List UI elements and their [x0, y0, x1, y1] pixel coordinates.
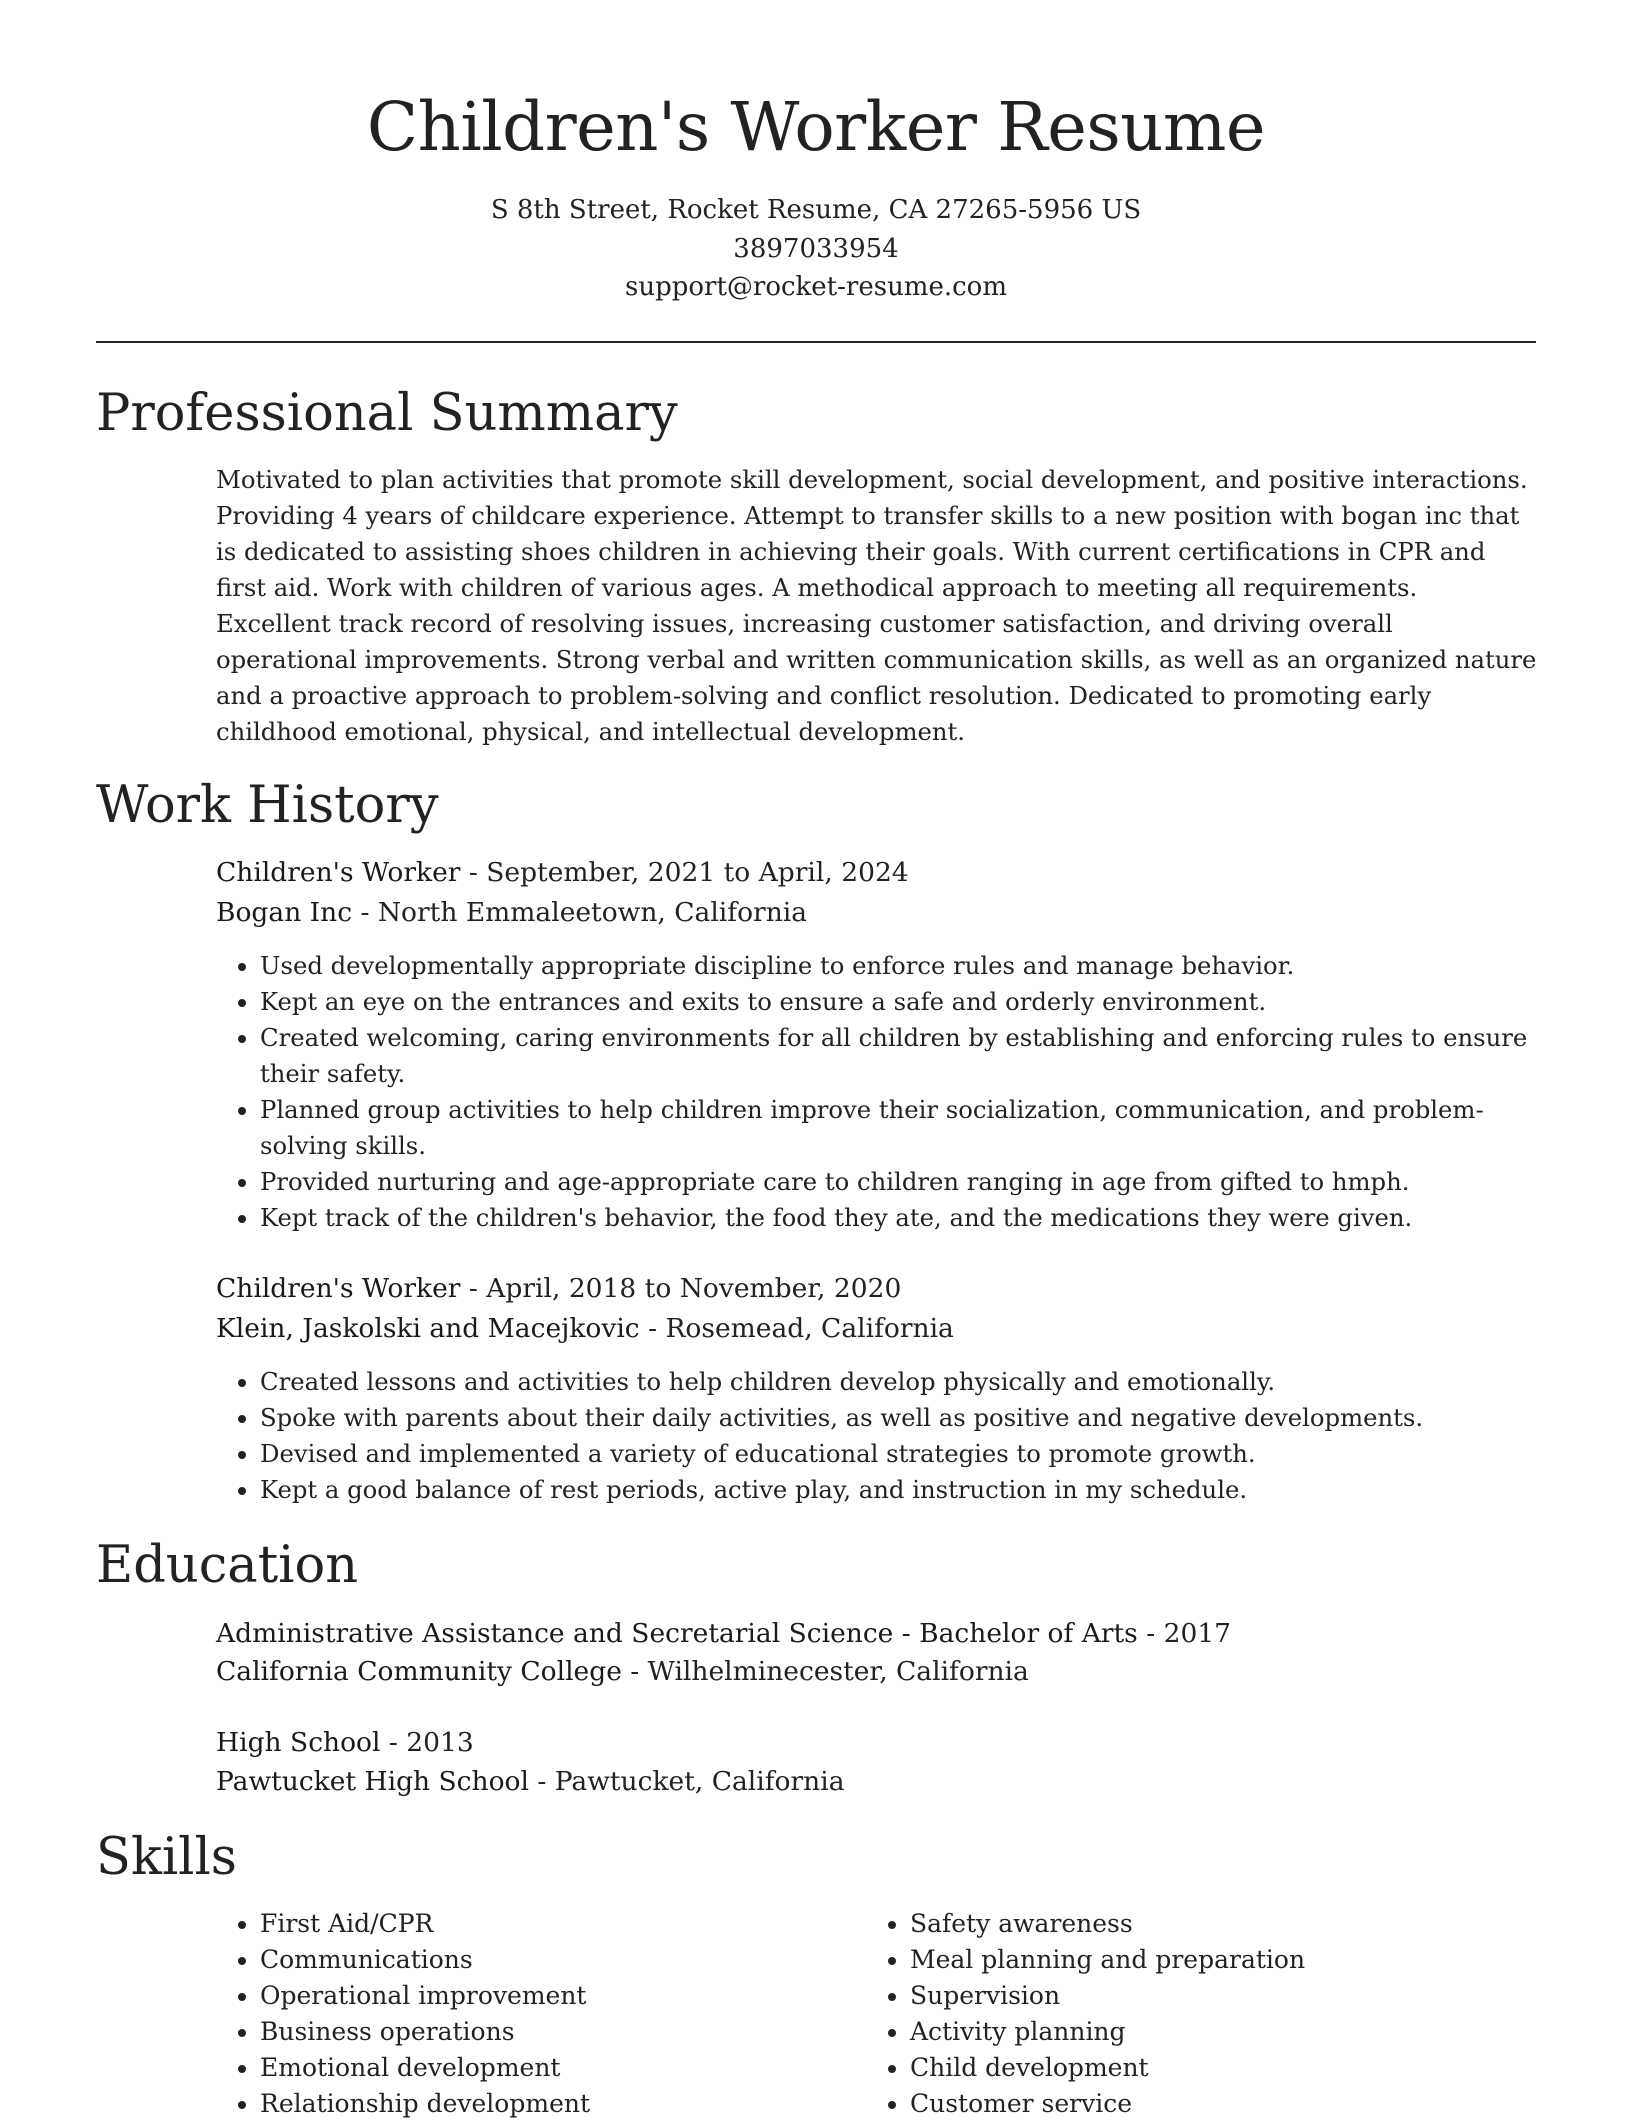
work-history-heading: Work History [96, 776, 439, 835]
education-1-degree-line [216, 1614, 1231, 1654]
skill-item: • Meal planning and preparation [910, 1942, 1466, 1978]
education-1-school-line [216, 1652, 1029, 1692]
list-item: • Kept a good balance of rest periods, active play, and instruction in my schedule. [260, 1472, 1538, 1508]
skill-item: • Child development [910, 2050, 1466, 2086]
skill-item: • Emotional development [260, 2050, 816, 2086]
skill-item: • Operational improvement [260, 1978, 816, 2014]
job-1-dates: - September, 2021 to April, 2024 [460, 857, 909, 888]
job-2-org-line [216, 1309, 954, 1349]
summary-heading: Professional Summary [96, 384, 678, 443]
job-2-bullets [216, 1364, 1538, 1508]
skill-item: • Customer service [910, 2086, 1466, 2122]
skill-item: • Business operations [260, 2014, 816, 2050]
education-2-school: Pawtucket High School [216, 1766, 529, 1797]
job-2-dates: - April, 2018 to November, 2020 [460, 1273, 902, 1304]
contact-phone: 3897033954 [733, 234, 899, 264]
education-1-school: California Community College [216, 1656, 622, 1687]
list-item: • Spoke with parents about their daily activities, as well as positive and negative developments. [260, 1400, 1538, 1436]
job-2-title: Children's Worker [216, 1273, 461, 1304]
list-item: • Provided nurturing and age-appropriate care to children ranging in age from gifted to hmph. [260, 1164, 1538, 1200]
list-item: • Created welcoming, caring environments for all children by establishing and enforcing rules to ensure their safety. [260, 1020, 1538, 1092]
education-2-year: - 2013 [380, 1727, 474, 1758]
education-1-year: - 2017 [1137, 1618, 1232, 1649]
job-1-bullets [216, 948, 1538, 1236]
list-item: • Used developmentally appropriate discipline to enforce rules and manage behavior. [260, 948, 1538, 984]
education-1-location: - Wilhelminecester, California [621, 1656, 1029, 1687]
job-2-company: Klein, Jaskolski and Macejkovic [216, 1313, 640, 1344]
skills-list-left [216, 1906, 816, 2122]
summary-text: Motivated to plan activities that promote skill development, social development, and positive interactions. Providing 4 years of childcare experience. Attempt to transfer skills to a new position with bogan inc that is dedicated to assisting shoes children in achieving their goals. With current certifications in CPR and first aid. Work with children of various ages. A methodical approach to meeting all requirements. Excellent track record of resolving issues, increasing customer satisfaction, and driving overall operational improvements. Strong verbal and written communication skills, as well as an organized nature and a proactive approach to problem-solving and conflict resolution. Dedicated to promoting early childhood emotional, physical, and intellectual development. [216, 465, 1537, 746]
list-item: • Devised and implemented a variety of educational strategies to promote growth. [260, 1436, 1538, 1472]
job-1-title: Children's Worker [216, 857, 461, 888]
education-1-field: Administrative Assistance and Secretarial Science [216, 1618, 894, 1649]
job-2-location: - Rosemead, California [639, 1313, 954, 1344]
job-2-title-line [216, 1269, 901, 1309]
education-2-school-line [216, 1762, 845, 1802]
job-1-title-line [216, 853, 909, 893]
resume-title: Children's Worker Resume [366, 88, 1266, 166]
skill-item: • Safety awareness [910, 1906, 1466, 1942]
skill-item: • First Aid/CPR [260, 1906, 816, 1942]
skill-item: • Supervision [910, 1978, 1466, 2014]
job-1-company: Bogan Inc [216, 897, 353, 928]
education-2-degree-line [216, 1723, 474, 1763]
education-1-degree: - Bachelor of Arts [893, 1618, 1138, 1649]
education-2-field: High School [216, 1727, 381, 1758]
skill-item: • Communications [260, 1942, 816, 1978]
header-divider [96, 341, 1536, 343]
list-item: • Created lessons and activities to help children develop physically and emotionally. [260, 1364, 1538, 1400]
skill-item: • Relationship development [260, 2086, 816, 2122]
education-heading: Education [96, 1536, 359, 1595]
contact-email[interactable]: support@rocket-resume.com [624, 272, 1007, 302]
list-item: • Kept track of the children's behavior, the food they ate, and the medications they were given. [260, 1200, 1538, 1236]
education-2-location: - Pawtucket, California [528, 1766, 845, 1797]
skill-item: • Activity planning [910, 2014, 1466, 2050]
list-item: • Planned group activities to help children improve their socialization, communication, and problem-solving skills. [260, 1092, 1538, 1164]
list-item: • Kept an eye on the entrances and exits to ensure a safe and orderly environment. [260, 984, 1538, 1020]
job-1-location: - North Emmaleetown, California [352, 897, 808, 928]
skills-heading: Skills [96, 1828, 237, 1887]
skills-list-right [866, 1906, 1466, 2122]
contact-address: S 8th Street, Rocket Resume, CA 27265-5956 US [490, 195, 1142, 225]
job-1-org-line [216, 893, 807, 933]
